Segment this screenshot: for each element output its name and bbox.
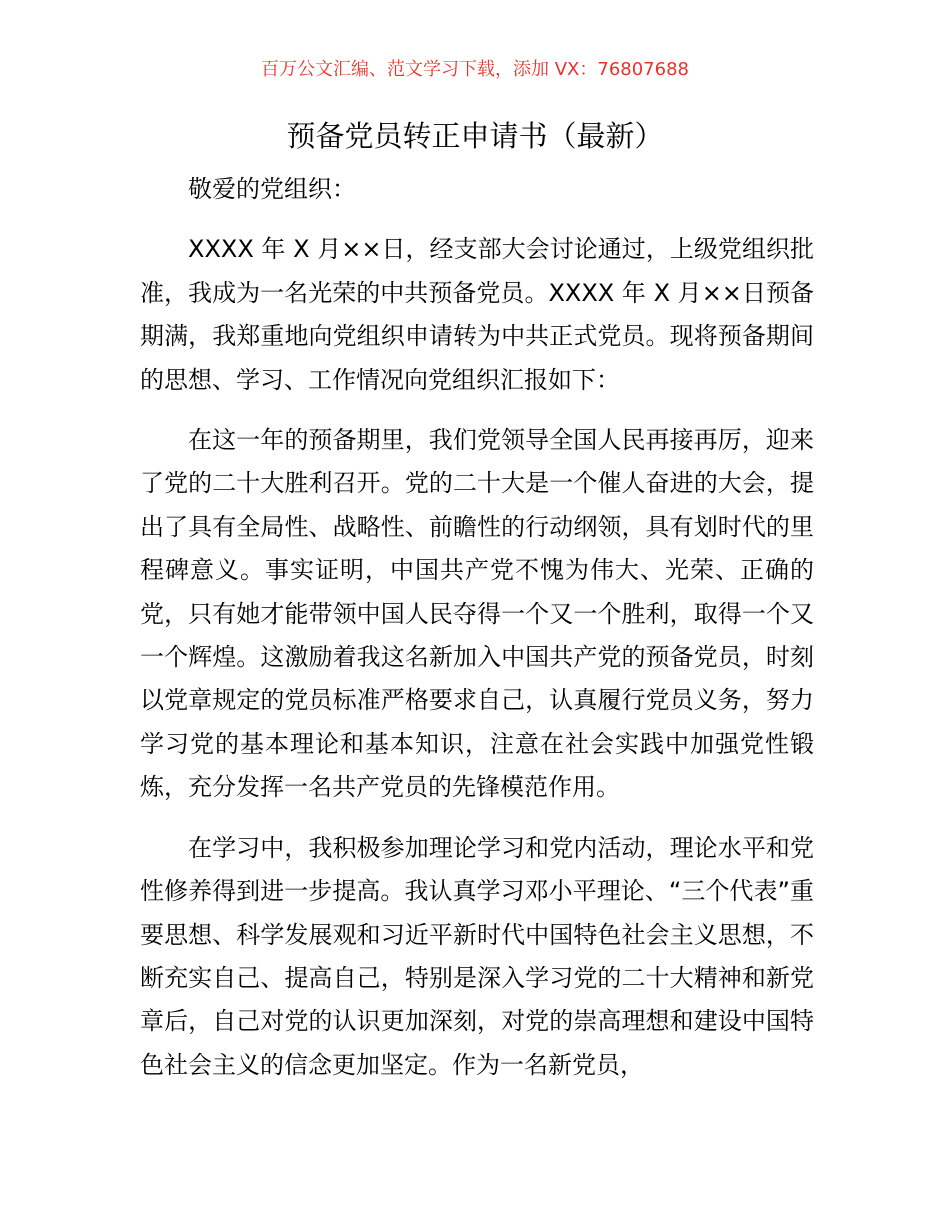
paragraph-2: 在这一年的预备期里，我们党领导全国人民再接再厉，迎来了党的二十大胜利召开。党的二十大是一个催人奋进的大会，提出了具有全局性、战略性、前瞻性的行动纲领，具有划时代的里程碑意义。事实证明，中国共产党不愧为伟大、光荣、正确的党，只有她才能带领中国人民夺得一个又一个胜利，取得一个又一个辉煌。这激励着我这名新加入中国共产党的预备党员，时刻以党章规定的党员标准严格要求自己，认真履行党员义务，努力学习党的基本理论和基本知识，注意在社会实践中加强党性锻炼，充分发挥一名共产党员的先锋模范作用。: [140, 426, 814, 802]
paragraph-1: XXXX 年 X 月××日，经支部大会讨论通过，上级党组织批准，我成为一名光荣的中共预备党员。XXXX 年 X 月××日预备期满，我郑重地向党组织申请转为中共正式党员。现将预备期间的思想、学习、工作情况向党组织汇报如下：: [140, 235, 814, 394]
document-body: [140, 168, 814, 1087]
paragraph-3: 在学习中，我积极参加理论学习和党内活动，理论水平和党性修养得到进一步提高。我认真学习邓小平理论、“三个代表”重要思想、科学发展观和习近平新时代中国特色社会主义思想，不断充实自己、提高自己，特别是深入学习党的二十大精神和新党章后，自己对党的认识更加深刻，对党的崇高理想和建设中国特色社会主义的信念更加坚定。作为一名新党员，: [140, 833, 814, 1079]
document-title: 预备党员转正申请书（最新）: [286, 119, 664, 153]
header-banner: 百万公文汇编、范文学习下载，添加 VX：76807688: [261, 59, 689, 80]
salutation: 敬爱的党组织：: [188, 175, 356, 203]
